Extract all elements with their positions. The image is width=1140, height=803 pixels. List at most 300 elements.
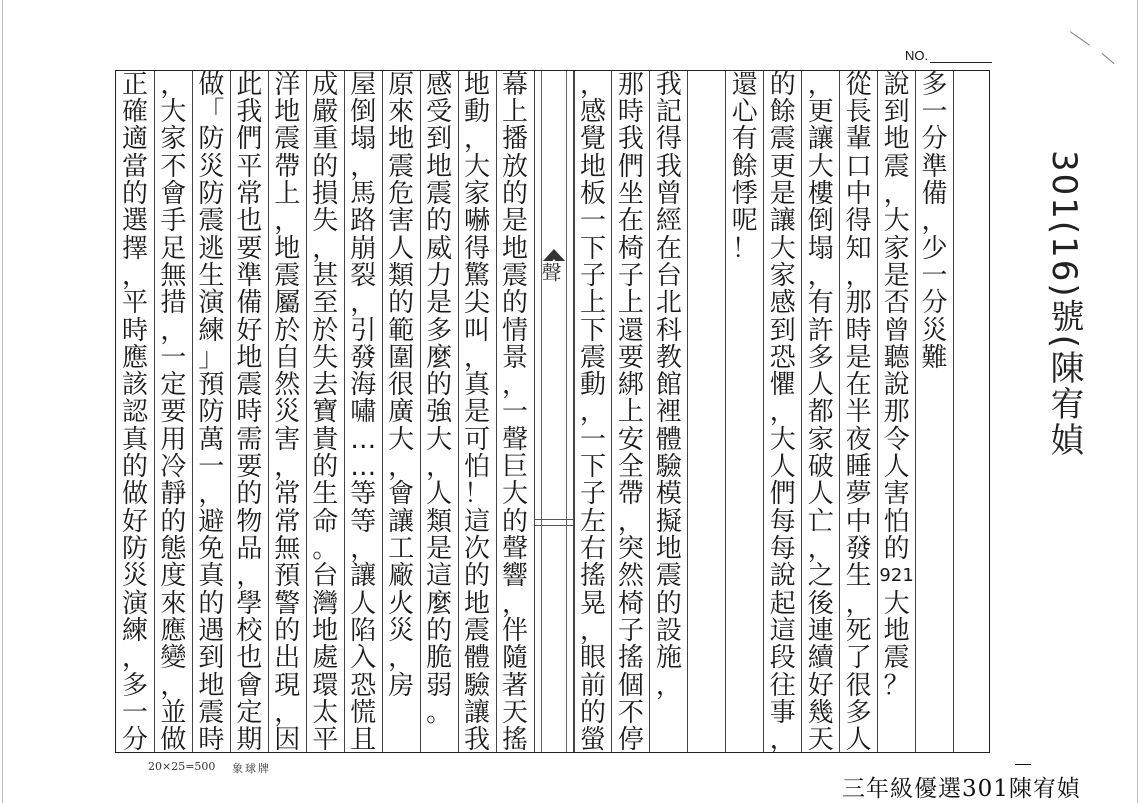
character-cell: 多 xyxy=(921,69,948,100)
character-cell: 搖 xyxy=(579,561,606,592)
character-cell: 子 xyxy=(617,260,644,291)
character-cell: 來 xyxy=(160,588,187,619)
character-cell: 科 xyxy=(655,315,682,346)
character-cell: 。 xyxy=(312,534,339,565)
character-cell: 生 xyxy=(845,561,872,592)
character-cell: 上 xyxy=(617,288,644,319)
character-cell: 練 xyxy=(198,315,225,346)
character-cell: 也 xyxy=(236,206,263,237)
character-cell: ， xyxy=(388,643,415,674)
character-cell: ， xyxy=(655,670,682,701)
character-cell: 害 xyxy=(883,479,910,510)
character-cell: 夜 xyxy=(845,424,872,455)
character-cell: 範 xyxy=(388,315,415,346)
character-cell: 得 xyxy=(464,233,491,264)
character-cell: 不 xyxy=(160,151,187,182)
character-cell: 的 xyxy=(312,452,339,483)
character-cell: 家 xyxy=(160,124,187,155)
character-cell: 害 xyxy=(274,424,301,455)
character-cell: 上 xyxy=(502,96,529,127)
character-cell: 引 xyxy=(350,315,377,346)
character-cell: 在 xyxy=(655,233,682,264)
character-cell: 一 xyxy=(579,206,606,237)
character-cell: 在 xyxy=(845,370,872,401)
character-cell: ， xyxy=(617,506,644,537)
character-cell: 度 xyxy=(160,561,187,592)
character-cell: 少 xyxy=(921,233,948,264)
character-cell: 時 xyxy=(121,315,148,346)
character-cell: 太 xyxy=(312,698,339,729)
character-cell: ， xyxy=(121,643,148,674)
character-cell: 等 xyxy=(350,506,377,537)
character-cell: 感 xyxy=(579,96,606,127)
character-cell: 的 xyxy=(464,561,491,592)
character-cell: 從 xyxy=(845,69,872,100)
character-cell: ， xyxy=(198,479,225,510)
text-column xyxy=(458,69,496,756)
character-cell: 要 xyxy=(617,342,644,373)
character-cell: 亡 xyxy=(807,506,834,537)
character-cell: 說 xyxy=(883,370,910,401)
character-cell: 天 xyxy=(807,725,834,756)
character-cell: 平 xyxy=(121,288,148,319)
character-cell: 怕 xyxy=(883,506,910,537)
character-cell: 火 xyxy=(388,588,415,619)
character-cell: 起 xyxy=(769,588,796,619)
character-cell: 們 xyxy=(236,124,263,155)
margin-correction-note: 聲 xyxy=(538,262,562,282)
character-cell: 往 xyxy=(769,670,796,701)
character-cell: 大 xyxy=(769,233,796,264)
character-cell: 嚇 xyxy=(464,206,491,237)
character-cell: 多 xyxy=(426,315,453,346)
character-cell: 館 xyxy=(655,370,682,401)
character-cell: 一 xyxy=(121,698,148,729)
character-cell: 工 xyxy=(388,534,415,565)
character-cell: 地 xyxy=(236,342,263,373)
character-cell: 準 xyxy=(921,151,948,182)
character-cell: 我 xyxy=(655,151,682,182)
character-cell: 續 xyxy=(807,643,834,674)
character-cell: 手 xyxy=(160,206,187,237)
character-cell: 的 xyxy=(883,534,910,565)
character-cell: 危 xyxy=(388,178,415,209)
character-cell: 當 xyxy=(121,151,148,182)
character-cell: 破 xyxy=(807,452,834,483)
character-cell: 常 xyxy=(274,506,301,537)
character-cell: 時 xyxy=(198,725,225,756)
character-cell: 災 xyxy=(921,315,948,346)
text-column xyxy=(344,69,382,756)
character-cell: 常 xyxy=(274,479,301,510)
character-cell: 心 xyxy=(731,96,758,127)
character-cell: 人 xyxy=(845,725,872,756)
character-cell: 於 xyxy=(274,315,301,346)
character-cell: 類 xyxy=(426,506,453,537)
character-cell: 的 xyxy=(579,698,606,729)
text-column xyxy=(611,69,649,756)
text-column xyxy=(953,71,991,752)
character-cell: 。 xyxy=(426,698,453,729)
character-cell: 防 xyxy=(121,534,148,565)
sheet-spec-label: 20×25=500 xyxy=(148,760,216,773)
character-cell: 倒 xyxy=(350,96,377,127)
character-cell: 搖 xyxy=(617,643,644,674)
character-cell: 常 xyxy=(236,178,263,209)
character-cell: 震 xyxy=(236,370,263,401)
text-column xyxy=(382,71,420,752)
character-cell: 都 xyxy=(807,397,834,428)
character-cell: 放 xyxy=(502,151,529,182)
character-cell: 擇 xyxy=(121,233,148,264)
character-cell: 災 xyxy=(388,616,415,647)
character-cell: 突 xyxy=(617,534,644,565)
text-column xyxy=(574,69,612,756)
character-cell: 的 xyxy=(426,370,453,401)
character-cell: 的 xyxy=(502,178,529,209)
character-cell: 並 xyxy=(160,698,187,729)
character-cell: 失 xyxy=(312,342,339,373)
character-cell: 洋 xyxy=(274,69,301,100)
character-cell: ， xyxy=(274,452,301,483)
character-cell: ， xyxy=(769,397,796,428)
character-cell: 曾 xyxy=(883,315,910,346)
character-cell: 馬 xyxy=(350,178,377,209)
character-cell: 大 xyxy=(769,424,796,455)
character-cell: 措 xyxy=(160,288,187,319)
text-column xyxy=(763,69,801,756)
character-cell: 重 xyxy=(312,124,339,155)
character-cell: 震 xyxy=(464,616,491,647)
character-cell: 事 xyxy=(769,698,796,729)
character-cell: 很 xyxy=(388,370,415,401)
text-column xyxy=(801,69,839,756)
character-cell: 類 xyxy=(388,260,415,291)
character-cell: ， xyxy=(312,233,339,264)
character-cell: 成 xyxy=(312,69,339,100)
character-cell: 天 xyxy=(502,698,529,729)
character-cell: ， xyxy=(579,616,606,647)
character-cell: ， xyxy=(769,725,796,756)
character-cell: 嚴 xyxy=(312,96,339,127)
character-cell: 到 xyxy=(769,315,796,346)
number-line xyxy=(930,62,992,63)
character-cell: ， xyxy=(502,588,529,619)
character-cell: 左 xyxy=(579,506,606,537)
text-column xyxy=(687,71,725,752)
character-cell: 崩 xyxy=(350,233,377,264)
character-cell: 北 xyxy=(655,288,682,319)
number-label: NO. xyxy=(905,48,929,63)
character-cell: 更 xyxy=(807,96,834,127)
character-cell: 練 xyxy=(121,616,148,647)
character-cell: 備 xyxy=(236,288,263,319)
character-cell: 台 xyxy=(312,561,339,592)
character-cell: 晃 xyxy=(579,588,606,619)
character-cell: ， xyxy=(579,69,606,100)
character-cell: 上 xyxy=(617,397,644,428)
character-cell: 施 xyxy=(655,643,682,674)
character-cell: 恐 xyxy=(350,670,377,701)
character-cell: 每 xyxy=(769,534,796,565)
character-cell: 那 xyxy=(845,288,872,319)
character-cell: ， xyxy=(160,69,187,100)
character-cell: ， xyxy=(160,670,187,701)
character-cell: 真 xyxy=(198,561,225,592)
character-cell: 體 xyxy=(655,424,682,455)
character-cell: ， xyxy=(883,178,910,209)
character-cell: 去 xyxy=(312,370,339,401)
text-column xyxy=(306,69,344,756)
character-cell: 驗 xyxy=(464,670,491,701)
character-cell: 正 xyxy=(121,69,148,100)
character-cell: 萬 xyxy=(198,424,225,455)
character-cell: 因 xyxy=(274,725,301,756)
pen-mark xyxy=(1102,53,1115,64)
character-cell: 擬 xyxy=(655,506,682,537)
character-cell: 的 xyxy=(502,288,529,319)
character-cell: 個 xyxy=(617,670,644,701)
character-cell: 還 xyxy=(731,69,758,100)
character-cell: 景 xyxy=(502,342,529,373)
character-cell: 至 xyxy=(312,288,339,319)
character-cell: 子 xyxy=(617,616,644,647)
character-cell: 幾 xyxy=(807,698,834,729)
character-cell: … xyxy=(350,452,377,483)
character-cell: 樓 xyxy=(807,178,834,209)
text-column xyxy=(268,69,306,756)
character-cell: 大 xyxy=(160,96,187,127)
character-cell: 每 xyxy=(769,506,796,537)
character-cell: 的 xyxy=(426,206,453,237)
character-cell: 裡 xyxy=(655,397,682,428)
character-cell: 得 xyxy=(845,206,872,237)
character-cell: 經 xyxy=(655,206,682,237)
character-cell: 震 xyxy=(426,178,453,209)
character-cell: 應 xyxy=(160,616,187,647)
character-cell: 情 xyxy=(502,315,529,346)
character-cell: 下 xyxy=(579,452,606,483)
character-cell: 定 xyxy=(160,370,187,401)
text-column xyxy=(496,69,534,756)
character-cell: 我 xyxy=(617,124,644,155)
character-cell: 這 xyxy=(769,616,796,647)
character-cell: 此 xyxy=(236,69,263,100)
character-cell: 聲 xyxy=(502,534,529,565)
character-cell: 命 xyxy=(312,506,339,537)
character-cell: 坐 xyxy=(617,178,644,209)
character-cell: 伴 xyxy=(502,616,529,647)
character-cell: 好 xyxy=(236,315,263,346)
character-cell: 生 xyxy=(312,479,339,510)
character-cell: 演 xyxy=(198,288,225,319)
character-cell: 該 xyxy=(121,370,148,401)
character-cell: 中 xyxy=(845,178,872,209)
character-cell: 要 xyxy=(236,233,263,264)
character-cell: 威 xyxy=(426,233,453,264)
character-cell: 甚 xyxy=(312,260,339,291)
character-cell: 是 xyxy=(426,288,453,319)
character-cell: 人 xyxy=(807,479,834,510)
character-cell: 路 xyxy=(350,206,377,237)
character-cell: 也 xyxy=(236,643,263,674)
character-cell: 災 xyxy=(274,397,301,428)
character-cell: 台 xyxy=(655,260,682,291)
character-cell: 我 xyxy=(236,96,263,127)
character-cell: 強 xyxy=(426,397,453,428)
character-cell: 睡 xyxy=(845,452,872,483)
character-cell: 令 xyxy=(883,424,910,455)
character-cell: 防 xyxy=(198,124,225,155)
character-cell: 演 xyxy=(121,588,148,619)
character-cell: 帶 xyxy=(617,479,644,510)
character-cell: 說 xyxy=(769,561,796,592)
character-cell: 圍 xyxy=(388,342,415,373)
character-cell: 來 xyxy=(388,96,415,127)
text-column xyxy=(192,69,230,756)
character-cell: 感 xyxy=(769,288,796,319)
character-cell: 恐 xyxy=(769,342,796,373)
character-cell: 一 xyxy=(921,96,948,127)
character-cell: ？ xyxy=(883,670,910,701)
character-cell: 人 xyxy=(388,233,415,264)
character-cell: 震 xyxy=(502,260,529,291)
character-cell: 讓 xyxy=(807,124,834,155)
character-cell: 著 xyxy=(502,670,529,701)
character-cell: 震 xyxy=(274,260,301,291)
character-cell: 播 xyxy=(502,124,529,155)
character-cell: 的 xyxy=(121,452,148,483)
character-cell: ， xyxy=(464,342,491,373)
text-column xyxy=(154,69,192,756)
character-cell: 多 xyxy=(807,342,834,373)
character-cell: 災 xyxy=(198,151,225,182)
character-cell: 地 xyxy=(426,151,453,182)
character-cell: 地 xyxy=(274,233,301,264)
character-cell: 塌 xyxy=(350,124,377,155)
character-cell: 人 xyxy=(350,588,377,619)
character-cell: 大 xyxy=(502,479,529,510)
text-column xyxy=(649,71,687,752)
character-cell: 的 xyxy=(388,288,415,319)
character-cell: 遇 xyxy=(198,616,225,647)
character-cell: 一 xyxy=(198,452,225,483)
character-cell: 到 xyxy=(883,96,910,127)
character-cell: 全 xyxy=(617,452,644,483)
character-cell: 寶 xyxy=(312,397,339,428)
character-cell: 地 xyxy=(388,124,415,155)
character-cell: 那 xyxy=(617,69,644,100)
character-cell: 時 xyxy=(845,315,872,346)
character-cell: 脆 xyxy=(426,643,453,674)
character-cell: 屋 xyxy=(350,69,377,100)
text-column xyxy=(725,71,763,752)
character-cell: ， xyxy=(350,288,377,319)
character-cell: 預 xyxy=(198,370,225,401)
character-cell: 我 xyxy=(464,725,491,756)
character-cell: 說 xyxy=(883,69,910,100)
character-cell: 下 xyxy=(579,315,606,346)
character-cell: 輩 xyxy=(845,124,872,155)
character-cell: 自 xyxy=(274,342,301,373)
character-cell: 那 xyxy=(883,397,910,428)
spine-fold-line xyxy=(535,519,573,520)
character-cell: 地 xyxy=(198,670,225,701)
text-column xyxy=(839,69,877,756)
character-cell: 大 xyxy=(883,206,910,237)
character-cell: 大 xyxy=(426,424,453,455)
character-cell: 的 xyxy=(274,616,301,647)
character-cell: 帶 xyxy=(274,151,301,182)
character-cell: 要 xyxy=(236,452,263,483)
character-cell: 用 xyxy=(160,424,187,455)
character-cell: 震 xyxy=(198,698,225,729)
character-cell: 時 xyxy=(236,397,263,428)
character-cell: 震 xyxy=(883,151,910,182)
spine-inner-lines xyxy=(541,71,567,752)
character-cell: 記 xyxy=(655,96,682,127)
character-cell: 海 xyxy=(350,370,377,401)
character-cell: 應 xyxy=(121,342,148,373)
character-cell: 聽 xyxy=(883,342,910,373)
character-cell: 安 xyxy=(617,424,644,455)
character-cell: 覺 xyxy=(579,124,606,155)
character-cell: 警 xyxy=(274,588,301,619)
character-cell: 備 xyxy=(921,178,948,209)
character-cell: 餘 xyxy=(731,151,758,182)
character-cell: 921 xyxy=(879,565,914,587)
character-cell: 震 xyxy=(388,151,415,182)
character-cell: 是 xyxy=(464,397,491,428)
character-cell: ， xyxy=(845,260,872,291)
character-cell: 椅 xyxy=(617,233,644,264)
character-cell: 麼 xyxy=(426,588,453,619)
character-cell: 災 xyxy=(121,561,148,592)
character-cell: 否 xyxy=(883,288,910,319)
character-cell: 貴 xyxy=(312,424,339,455)
scan-edge-right xyxy=(1137,0,1138,803)
character-cell: 的 xyxy=(236,479,263,510)
character-cell: 分 xyxy=(121,725,148,756)
character-cell: 然 xyxy=(274,370,301,401)
character-cell: ， xyxy=(502,370,529,401)
character-cell: 椅 xyxy=(617,588,644,619)
character-cell: 很 xyxy=(845,670,872,701)
character-cell: 震 xyxy=(769,124,796,155)
character-cell: 無 xyxy=(160,260,187,291)
character-cell: 設 xyxy=(655,616,682,647)
character-cell: 然 xyxy=(617,561,644,592)
character-cell: 們 xyxy=(617,151,644,182)
character-cell: 是 xyxy=(502,206,529,237)
character-cell: 悸 xyxy=(731,178,758,209)
character-cell: 房 xyxy=(388,670,415,701)
character-cell: 塌 xyxy=(807,233,834,264)
character-cell: 們 xyxy=(769,479,796,510)
character-cell: 連 xyxy=(807,616,834,647)
character-cell: 是 xyxy=(426,534,453,565)
character-cell: 好 xyxy=(807,670,834,701)
character-cell: 受 xyxy=(426,96,453,127)
character-cell: 失 xyxy=(312,206,339,237)
character-cell: 平 xyxy=(312,725,339,756)
award-overline xyxy=(1015,764,1031,765)
character-cell: 家 xyxy=(883,233,910,264)
character-cell: 子 xyxy=(579,260,606,291)
character-cell: 確 xyxy=(121,96,148,127)
character-cell: 震 xyxy=(198,206,225,237)
character-cell: 是 xyxy=(845,342,872,373)
